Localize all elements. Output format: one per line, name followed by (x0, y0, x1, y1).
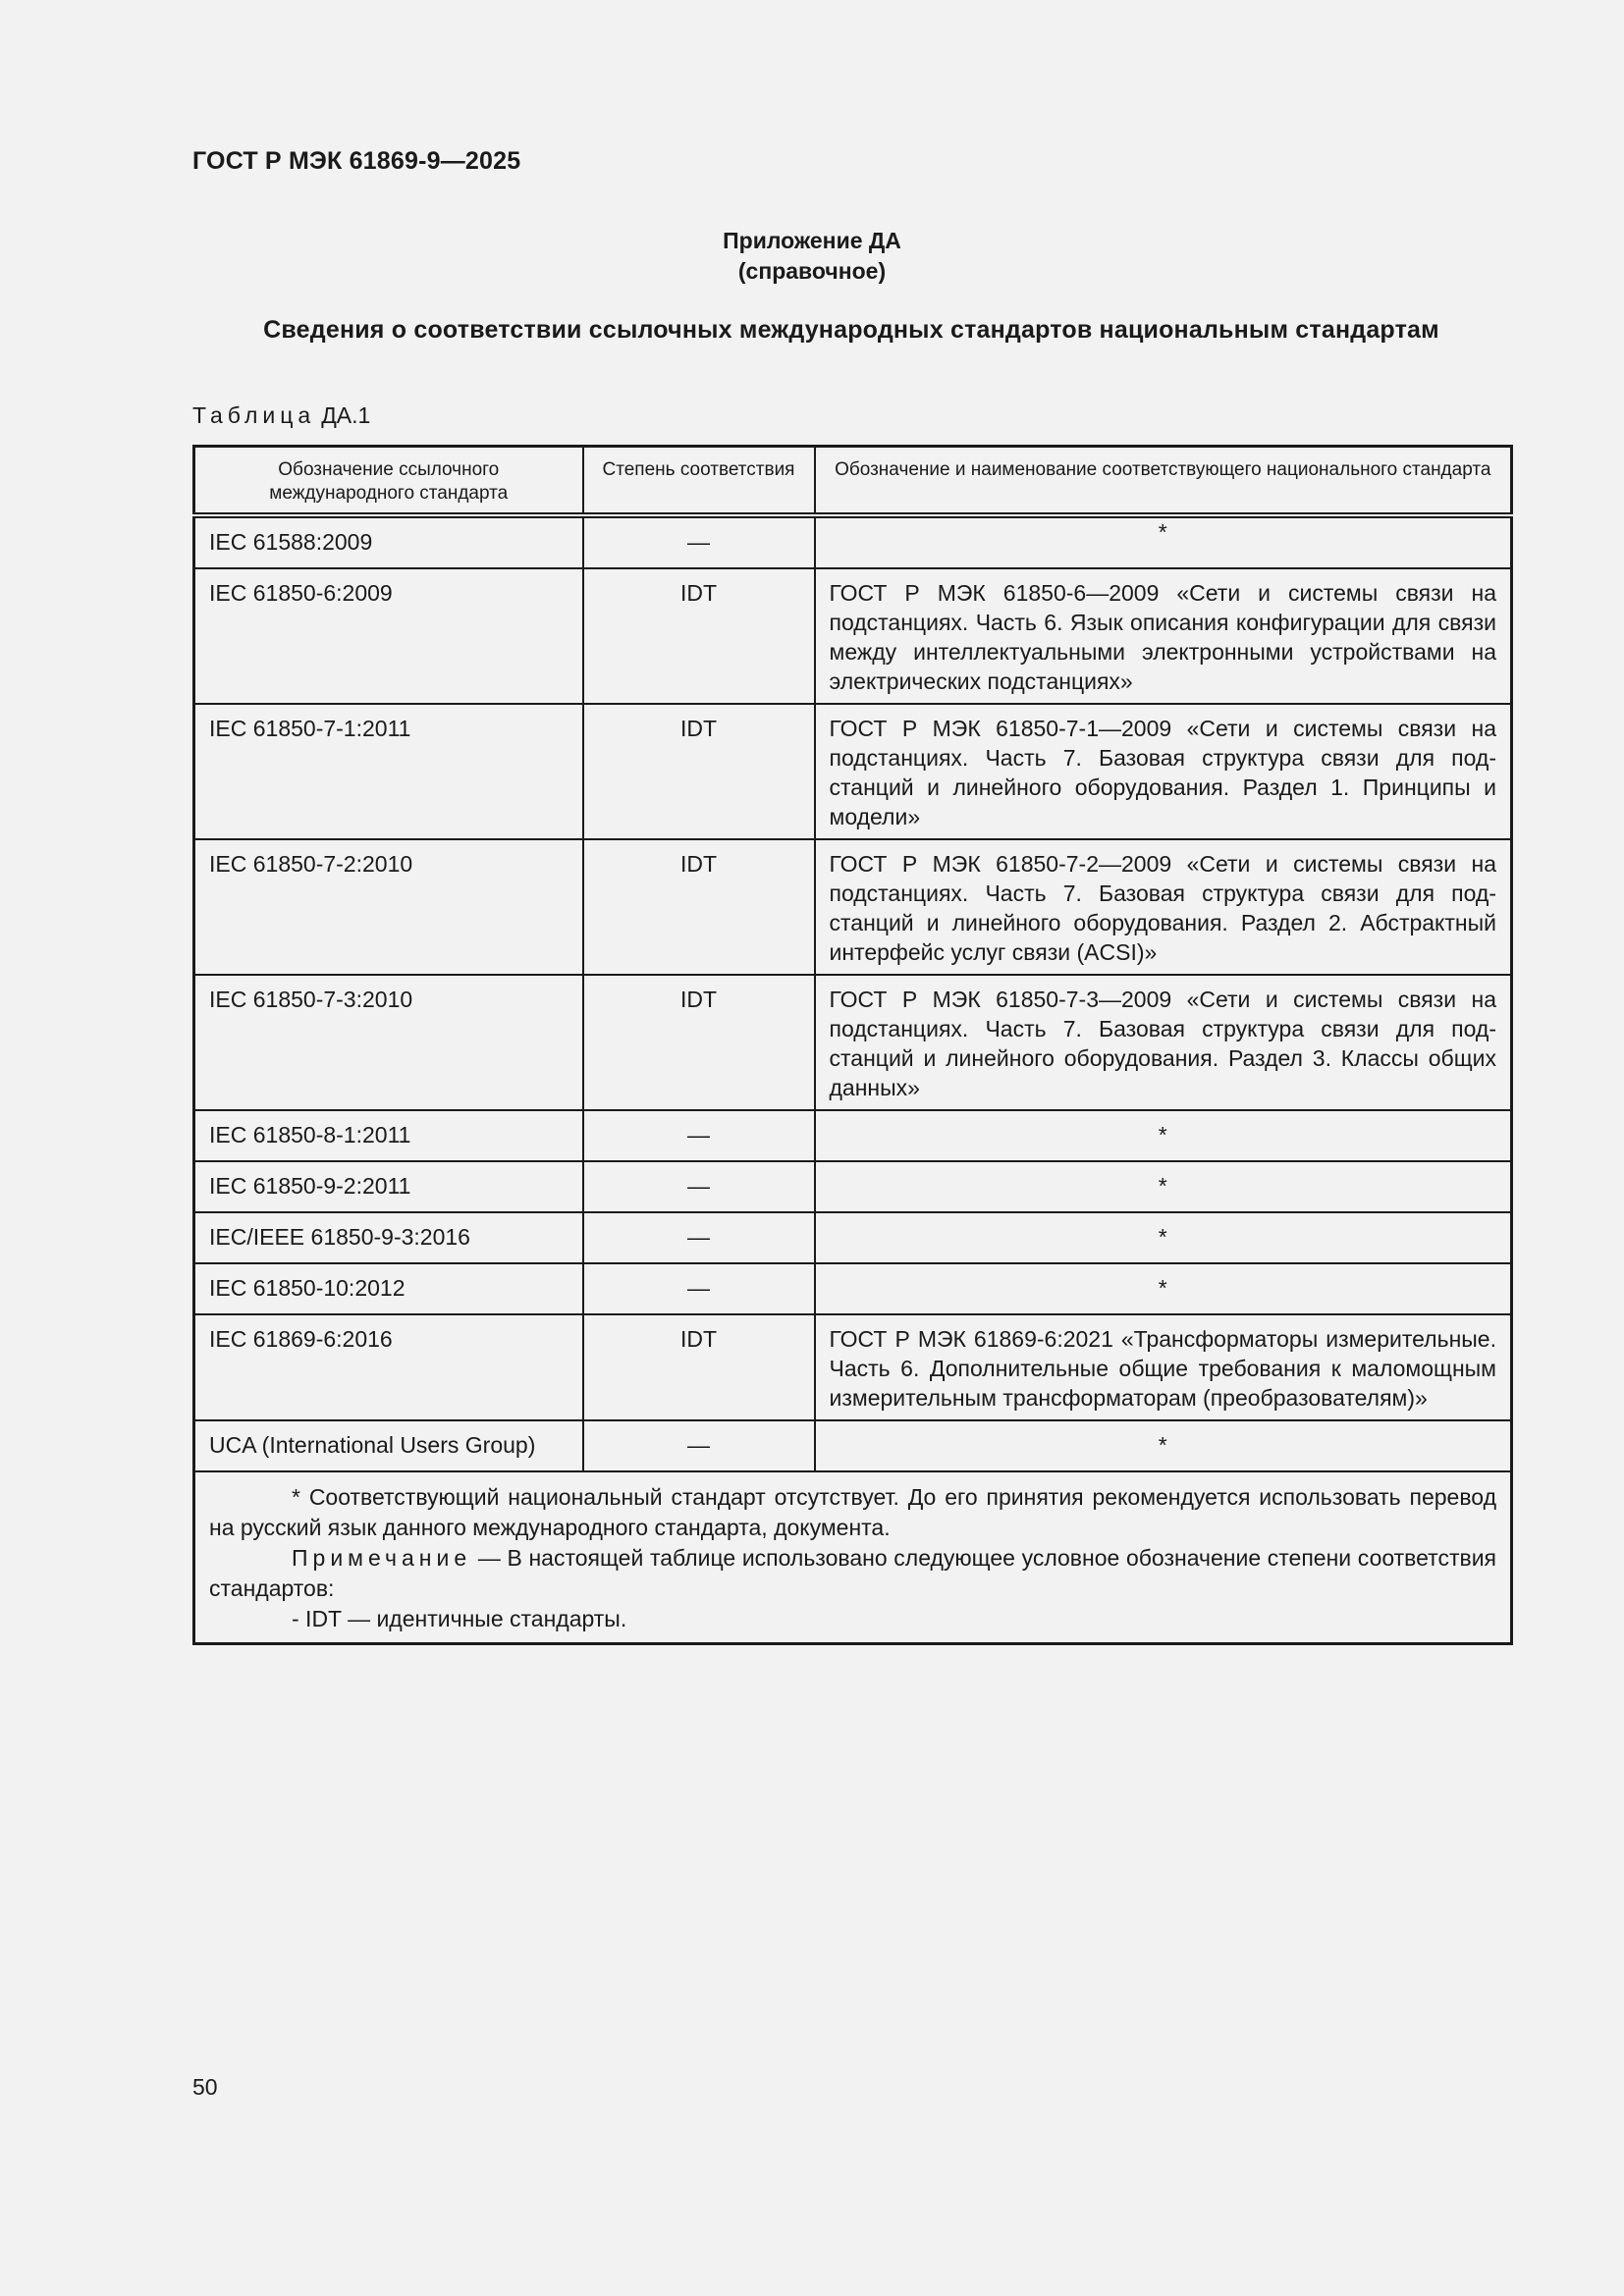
table-row (194, 1110, 1512, 1161)
cell-national: * (815, 1161, 1512, 1212)
table-row (194, 1263, 1512, 1314)
document-id-header: ГОСТ Р МЭК 61869-9—2025 (192, 147, 521, 175)
footnote (209, 1482, 1496, 1543)
cell-standard: IEC 61869-6:2016 (194, 1314, 583, 1420)
table-row (194, 1420, 1512, 1471)
cell-standard: IEC 61850-7-2:2010 (194, 839, 583, 975)
cell-standard: IEC 61850-7-3:2010 (194, 975, 583, 1110)
correspondence-table-wrapper (192, 445, 1510, 1645)
cell-national: ГОСТ Р МЭК 61850-7-2—2009 «Сети и системы связи на подстанциях. Часть 7. Базовая структура связи для подстанций и линейного оборудования. Раздел 2. Абстрактный интерфейс услуг связи (ACSI)» (815, 839, 1512, 975)
table-row (194, 839, 1512, 975)
note-item (209, 1604, 1496, 1634)
appendix-subtitle: (справочное) (737, 258, 887, 284)
table-caption (192, 402, 370, 429)
footnote-text: * Соответствующий национальный стандарт отсутствует. До его принятия рекомендуется использовать перевод на русский язык данного международного стандарта, документа. (209, 1484, 1496, 1540)
column-header-degree: Степень соответствия (583, 447, 815, 516)
table-caption-word: Таблица (192, 402, 316, 428)
cell-national: * (815, 1420, 1512, 1471)
table-row (194, 704, 1512, 839)
cell-standard: IEC 61850-8-1:2011 (194, 1110, 583, 1161)
cell-degree: IDT (583, 839, 815, 975)
cell-national: * (815, 515, 1512, 568)
table-header-row (194, 447, 1512, 516)
appendix-heading (0, 226, 1624, 287)
cell-national: * (815, 1212, 1512, 1263)
cell-standard: IEC 61588:2009 (194, 515, 583, 568)
cell-degree: — (583, 515, 815, 568)
cell-standard: IEC 61850-9-2:2011 (194, 1161, 583, 1212)
table-row (194, 1212, 1512, 1263)
note-label: Примечание (292, 1545, 472, 1571)
table-notes (194, 1471, 1512, 1644)
cell-degree: — (583, 1263, 815, 1314)
page-number: 50 (192, 2074, 218, 2100)
cell-standard: IEC/IEEE 61850-9-3:2016 (194, 1212, 583, 1263)
cell-standard: UCA (International Users Group) (194, 1420, 583, 1471)
cell-national: * (815, 1263, 1512, 1314)
cell-standard: IEC 61850-10:2012 (194, 1263, 583, 1314)
cell-national: * (815, 1110, 1512, 1161)
column-header-standard: Обозначение ссылочного международного стандарта (194, 447, 583, 516)
table-row (194, 515, 1512, 568)
cell-degree: — (583, 1212, 815, 1263)
cell-degree: — (583, 1110, 815, 1161)
cell-standard: IEC 61850-7-1:2011 (194, 704, 583, 839)
cell-degree: IDT (583, 568, 815, 704)
cell-national: ГОСТ Р МЭК 61850-6—2009 «Сети и системы связи на подстанциях. Часть 6. Язык описания конфигурации для связи между интеллектуальными электронными устройствами на электрических подстанциях» (815, 568, 1512, 704)
note-item-text: - IDT — идентичные стандарты. (292, 1606, 627, 1631)
table-notes-row (194, 1471, 1512, 1644)
table-row (194, 1161, 1512, 1212)
note (209, 1543, 1496, 1604)
appendix-title: Приложение ДА (723, 228, 901, 253)
cell-national: ГОСТ Р МЭК 61850-7-1—2009 «Сети и системы связи на подстанциях. Часть 7. Базовая структура связи для подстанций и линейного оборудования. Раздел 1. Принципы и модели» (815, 704, 1512, 839)
cell-degree: IDT (583, 1314, 815, 1420)
section-title: Сведения о соответствии ссылочных международных стандартов национальным стандартам (263, 316, 1439, 344)
correspondence-table (192, 445, 1513, 1645)
table-row (194, 568, 1512, 704)
cell-degree: IDT (583, 975, 815, 1110)
table-row (194, 1314, 1512, 1420)
table-caption-id: ДА.1 (321, 402, 371, 428)
cell-standard: IEC 61850-6:2009 (194, 568, 583, 704)
cell-degree: — (583, 1161, 815, 1212)
cell-national: ГОСТ Р МЭК 61850-7-3—2009 «Сети и системы связи на подстанциях. Часть 7. Базовая структура связи для подстанций и линейного оборудования. Раздел 3. Классы общих данных» (815, 975, 1512, 1110)
table-row (194, 975, 1512, 1110)
cell-degree: IDT (583, 704, 815, 839)
column-header-national: Обозначение и наименование соответствующего национального стандарта (815, 447, 1512, 516)
cell-national: ГОСТ Р МЭК 61869-6:2021 «Трансформаторы измерительные. Часть 6. Дополнительные общие требования к маломощным измерительным трансформаторам (преобразователям)» (815, 1314, 1512, 1420)
cell-degree: — (583, 1420, 815, 1471)
note-text: — В настоящей таблице использовано следующее условное обозначение степени соответствия стандартов: (209, 1545, 1496, 1601)
